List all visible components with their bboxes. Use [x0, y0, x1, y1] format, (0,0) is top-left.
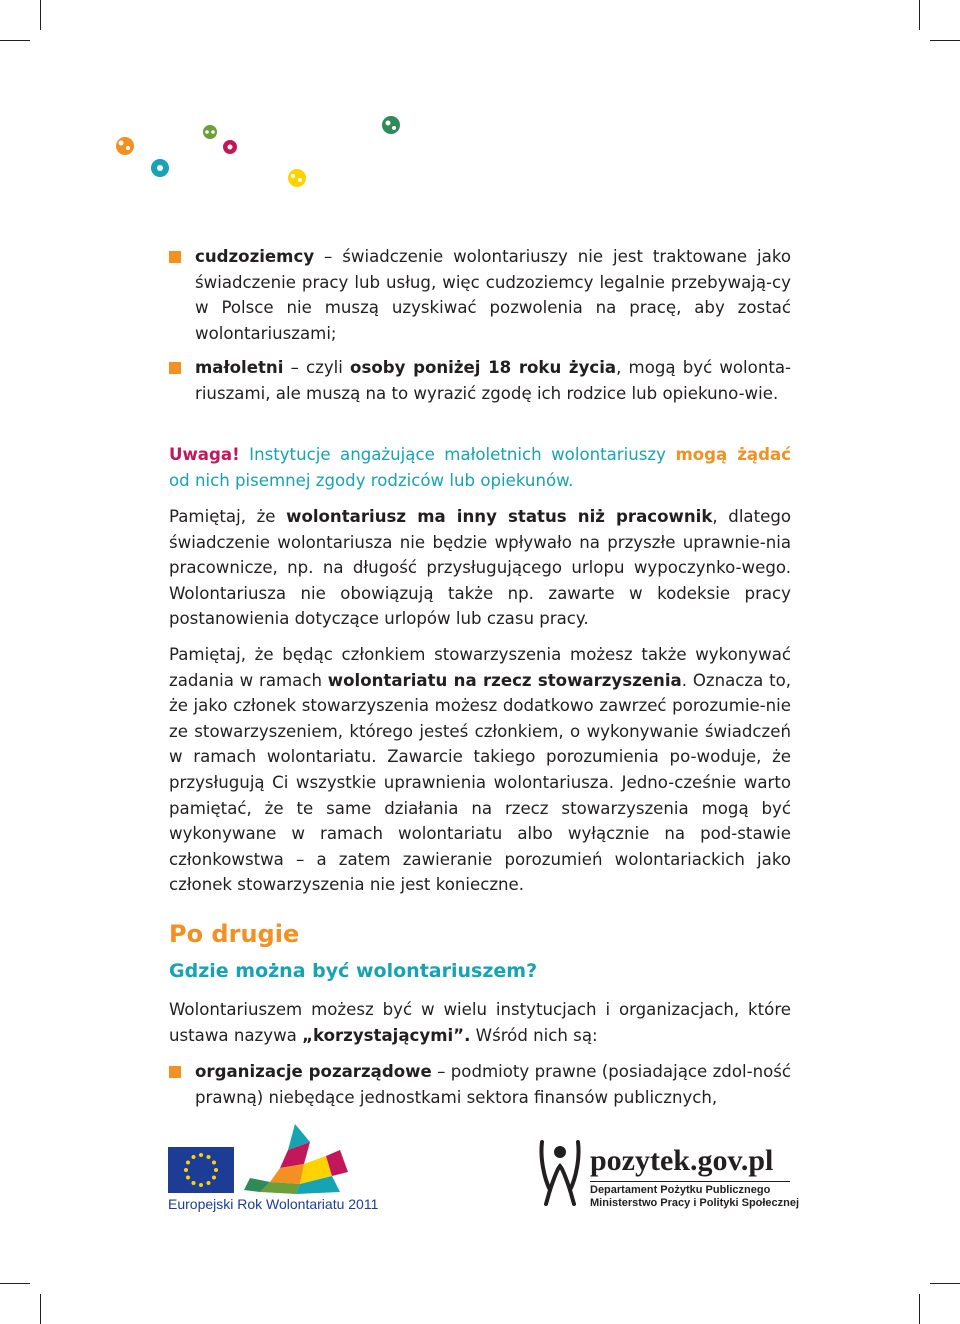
crop-mark: [930, 1283, 960, 1284]
list-item-foreigners: cudzoziemcy – świadczenie wolontariuszy nie jest traktowane jako świadczenie pracy lub usług, więc cudzoziemcy legalnie przebywają-cy w Polsce nie muszą uzyskiwać pozwolenia na pracę, aby zostać wolontariuszami;: [169, 244, 791, 346]
crop-mark: [40, 1294, 41, 1324]
crop-mark: [930, 40, 960, 41]
bullet-icon: [169, 1066, 181, 1078]
crop-mark: [919, 0, 920, 30]
pozytek-logo-icon: [536, 1138, 584, 1206]
paragraph-volunteer-status: Pamiętaj, że wolontariusz ma inny status niż pracownik, dlatego świadczenie wolontariusza nie będzie wpływało na przyszłe uprawnie-nia pracownicze, np. na długość przysługującego urlopu wypoczynko-wego. Wolontariusza nie obowiązują także np. zawarte w kodeksie pracy postanowienia dotyczące urlopów lub czasu pracy.: [169, 507, 791, 629]
pozytek-ministry: Ministerstwo Pracy i Polityki Społecznej: [590, 1197, 800, 1209]
list-item-minors: małoletni – czyli osoby poniżej 18 roku życia, mogą być wolonta-riuszami, ale muszą na to wyrazić zgodę ich rodzice lub opiekuno-wie.: [169, 355, 791, 406]
crop-mark: [0, 1283, 30, 1284]
eu-flag-icon: [168, 1147, 234, 1193]
crop-mark: [40, 0, 41, 30]
section-heading: Po drugie: [169, 920, 300, 948]
pozytek-department: Departament Pożytku Publicznego: [590, 1184, 771, 1196]
decorative-dots: [110, 110, 410, 190]
paragraph-association: Pamiętaj, że będąc członkiem stowarzyszenia możesz także wykonywać zadania w ramach wolontariatu na rzecz stowarzyszenia. Oznacza to, że jako członek stowarzyszenia możesz dodatkowo zawrzeć porozumie-nie ze stowarzyszeniem, którego jesteś członkiem, o wykonywanie świadczeń w ramach wolontariatu. Zawarcie takiego porozumienia po-woduje, że przysługują Ci wszystkie uprawnienia wolontariusza. Jedno-cześnie warto pamiętać, że te same działania na rzecz stowarzyszenia mogą być wykonywane w ramach wolontariatu albo wyłącznie na pod-stawie członkowstwa – a zatem zawieranie porozumień wolontariackich jako członek stowarzyszenia nie jest konieczne.: [169, 645, 792, 895]
paragraph-where: Wolontariuszem możesz być w wielu instytucjach i organizacjach, które ustawa nazywa „korzystającymi”. Wśród nich są:: [169, 1000, 791, 1045]
pozytek-title: pozytek.gov.pl: [590, 1144, 774, 1177]
warning-note: Uwaga! Instytucje angażujące małoletnich wolontariuszy mogą żądać od nich pisemnej zgody rodziców lub opiekunów.: [169, 445, 791, 490]
list-item-ngo: organizacje pozarządowe – podmioty prawne (posiadające zdol-ność prawną) niebędące jednostkami sektora finansów publicznych,: [169, 1059, 791, 1110]
section-subheading: Gdzie można być wolontariuszem?: [169, 960, 538, 982]
volunteering-year-logo-icon: [240, 1120, 355, 1195]
pozytek-divider: [590, 1181, 790, 1182]
bullet-icon: [169, 362, 181, 374]
bullet-icon: [169, 251, 181, 263]
crop-mark: [919, 1294, 920, 1324]
crop-mark: [0, 40, 30, 41]
eu-year-label: Europejski Rok Wolontariatu 2011: [168, 1196, 379, 1212]
